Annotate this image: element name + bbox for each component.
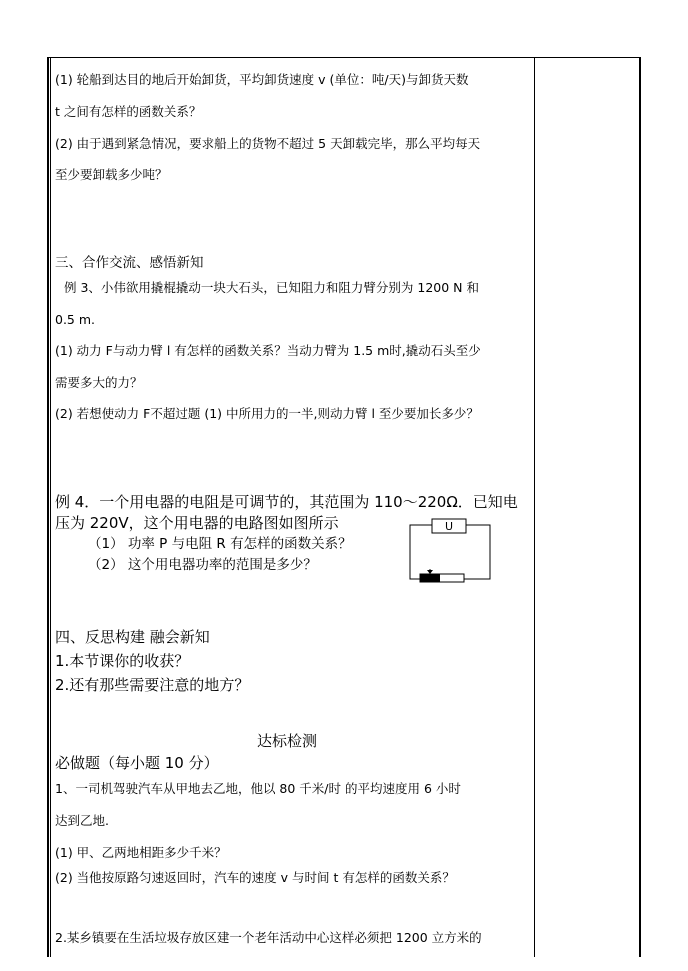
- resistor-filled-part: [420, 574, 440, 582]
- text-line: 2.某乡镇要在生活垃圾存放区建一个老年活动中心这样必须把 1200 立方米的: [55, 930, 482, 945]
- text-line: 例 4．一个用电器的电阻是可调节的，其范围为 110～220Ω．已知电: [55, 493, 518, 511]
- text-line: (1) 甲、乙两地相距多少千米？: [55, 845, 227, 860]
- power-source-label: U: [444, 520, 454, 533]
- text-line: 0.5 m.: [55, 312, 96, 327]
- circuit-diagram: [404, 517, 494, 583]
- text-line: (2) 当他按原路匀速返回时，汽车的速度 v 与时间 t 有怎样的函数关系？: [55, 870, 455, 885]
- section-title: 达标检测: [257, 732, 318, 750]
- table-left-inner-border: [50, 57, 51, 957]
- text-line: (1) 动力 F与动力臂 l 有怎样的函数关系？当动力臂为 1.5 m时,撬动石头至少: [55, 343, 481, 358]
- text-line: （1） 功率 P 与电阻 R 有怎样的函数关系？: [88, 536, 352, 552]
- text-line: (1) 轮船到达目的地后开始卸货，平均卸货速度 v (单位：吨/天)与卸货天数: [55, 72, 469, 87]
- text-line: (2) 由于遇到紧急情况，要求船上的货物不超过 5 天卸载完毕，那么平均每天: [55, 136, 481, 151]
- text-line: （2） 这个用电器功率的范围是多少？: [88, 557, 317, 573]
- table-column-divider: [534, 57, 535, 957]
- slider-arrow: [427, 570, 433, 574]
- text-line: 压为 220V，这个用电器的电路图如图所示: [55, 514, 339, 532]
- text-line: 1、一司机驾驶汽车从甲地去乙地，他以 80 千米/时 的平均速度用 6 小时: [55, 781, 461, 796]
- text-line: 必做题（每小题 10 分）: [55, 754, 219, 772]
- section-heading: 三、合作交流、感悟新知: [55, 255, 204, 271]
- text-line: 需要多大的力？: [55, 375, 143, 390]
- text-line: 1.本节课你的收获？: [55, 652, 190, 670]
- text-line: 2.还有那些需要注意的地方？: [55, 676, 250, 694]
- text-line: 达到乙地.: [55, 813, 109, 828]
- text-line: (2) 若想使动力 F不超过题 (1) 中所用力的一半,则动力臂 l 至少要加长多少？: [55, 406, 479, 421]
- text-line: 例 3、小伟欲用撬棍撬动一块大石头，已知阻力和阻力臂分别为 1200 N 和: [64, 280, 480, 295]
- section-heading: 四、反思构建 融会新知: [55, 628, 210, 646]
- text-line: 至少要卸载多少吨？: [55, 167, 168, 182]
- text-line: t 之间有怎样的函数关系？: [55, 104, 202, 119]
